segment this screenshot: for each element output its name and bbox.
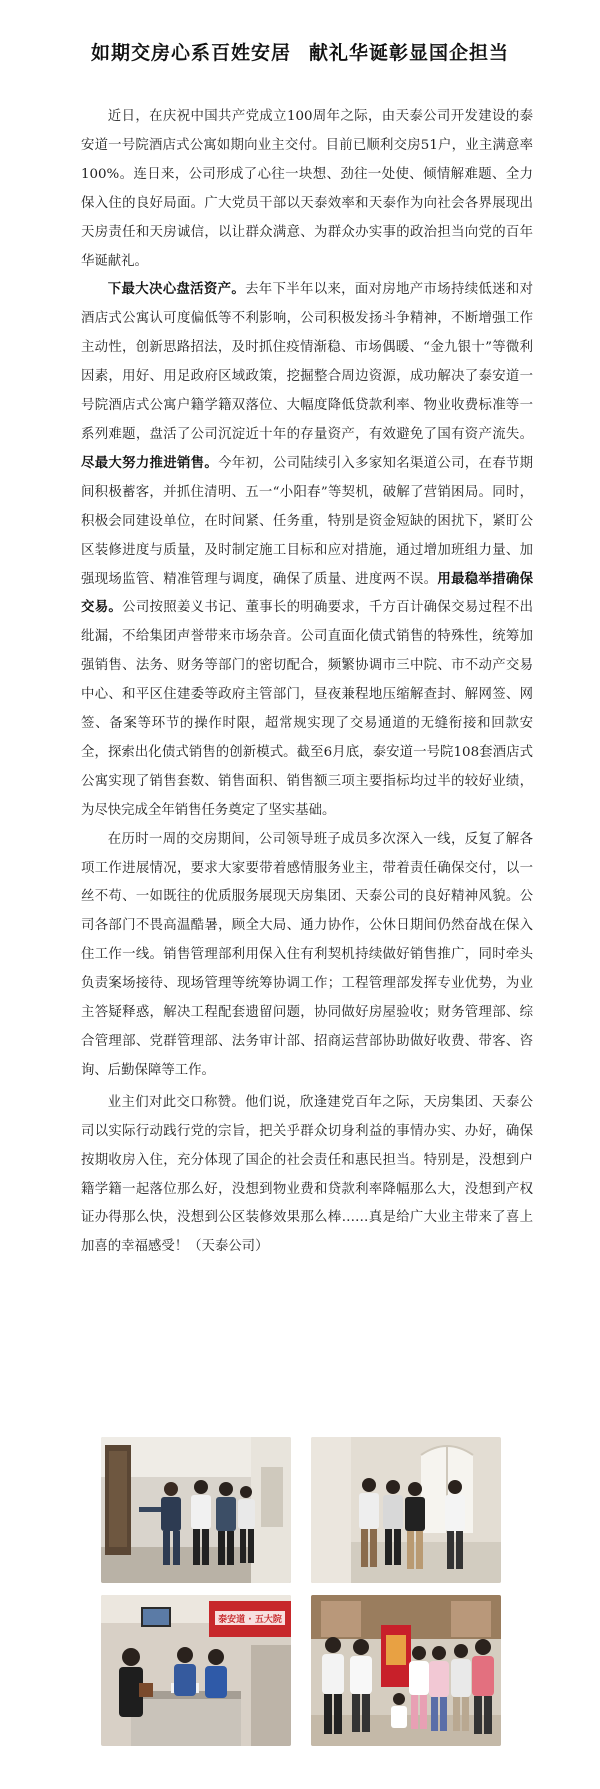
title-part-1: 如期交房心系百姓安居: [90, 42, 291, 64]
banner-text: 泰安道 · 五大院: [218, 1615, 282, 1625]
paragraph-delivery-period: 在历时一周的交房期间，公司领导班子成员多次深入一线，反复了解各项工作进展情况，要求大家要带着感情服务业主，带着责任确保交付，以一丝不苟、一如既往的优质服务展现天房集团、天泰公司的良好精神风貌。公司各部门不畏高温酷暑，顾全大局、通力协作，公休日期间仍然奋战在保入住工作一线。销售管理部利用保入住有利契机持续做好销售推广，同时牵头负责案场接待、现场管理等统筹协调工作；工程管理部发挥专业优势，为业主答疑释惑，解决工程配套遗留问题，协同做好房屋验收；财务管理部、综合管理部、党群管理部、法务审计部、招商运营部协助做好收费、带客、咨询、后勤保障等工作。: [81, 831, 533, 1078]
heading-secure-transactions: 用最稳举措确保交易。: [81, 571, 534, 616]
article-title: [0, 38, 600, 65]
photo-reception-desk: [101, 1595, 291, 1746]
photo-room-inspection: [311, 1437, 501, 1583]
text-revitalize-assets: 去年下半年以来，面对房地产市场持续低迷和对酒店式公寓认可度偏低等不利影响，公司积极发扬斗争精神，不断增强工作主动性，创新思路招法，及时抓住疫情渐稳、市场偶暖、“金九银十”等微利因素，用好、用足政府区域政策，挖掘整合周边资源，成功解决了泰安道一号院酒店式公寓户籍学籍双落位、大幅度降低贷款利率、物业收费标准等一系列难题，盘活了公司沉淀近十年的存量资产，有效避免了国有资产流失。: [81, 282, 534, 442]
text-promote-sales: 今年初，公司陆续引入多家知名渠道公司，在春节期间积极蓄客，并抓住清明、五一“小阳春”等契机，破解了营销困局。同时，积极会同建设单位，在时间紧、任务重，特别是资金短缺的困扰下，紧盯公区装修进度与质量，及时制定施工目标和应对措施，通过增加班组力量、加强现场监管、精准管理与调度，确保了质量、进度两不误。: [81, 455, 534, 587]
article-body: [81, 103, 533, 1262]
paragraph-owner-praise: 业主们对此交口称赞。他们说，欣逢建党百年之际，天房集团、天泰公司以实际行动践行党的宗旨，把关乎群众切身利益的事情办实、办好，确保按期收房入住，充分体现了国企的社会责任和惠民担当。特别是，没想到户籍学籍一起落位那么好，没想到物业费和贷款利率降幅那么大，没想到产权证办得那么快，没想到公区装修效果那么棒……真是给广大业主带来了喜上加喜的幸福感受！（天泰公司）: [81, 1094, 533, 1255]
text-secure-transactions: 公司按照姜义书记、董事长的明确要求，千方百计确保交易过程不出纰漏，不给集团声誉带来市场杂音。公司直面化债式销售的特殊性，统筹加强销售、法务、财务等部门的密切配合，频繁协调市三中院、市不动产交易中心、和平区住建委等政府主管部门，昼夜兼程地压缩解查封、解网签、网签、备案等环节的操作时限，超常规实现了交易通道的无缝衔接和回款安全，探索出化债式销售的创新模式。截至6月底，泰安道一号院108套酒店式公寓实现了销售套数、销售面积、销售额三项主要指标均过半的较好业绩，为尽快完成全年销售任务奠定了坚实基础。: [81, 600, 534, 818]
heading-promote-sales: 尽最大努力推进销售。: [81, 455, 219, 471]
heading-revitalize-assets: 下最大决心盘活资产。: [107, 282, 246, 298]
photo-corridor-inspection: [101, 1437, 291, 1583]
paragraph-measures: [81, 276, 533, 825]
title-part-2: 献礼华诞彰显国企担当: [309, 42, 510, 64]
photo-group-owners: [311, 1595, 501, 1746]
paragraph-intro: 近日，在庆祝中国共产党成立100周年之际，由天泰公司开发建设的泰安道一号院酒店式公寓如期向业主交付。目前已顺利交房51户，业主满意率100%。连日来，公司形成了心往一块想、劲往一处使、倾情解难题、全力保入住的良好局面。广大党员干部以天泰效率和天泰作为向社会各界展现出天房责任和天房诚信，以让群众满意、为群众办实事的政治担当向党的百年华诞献礼。: [81, 109, 533, 269]
